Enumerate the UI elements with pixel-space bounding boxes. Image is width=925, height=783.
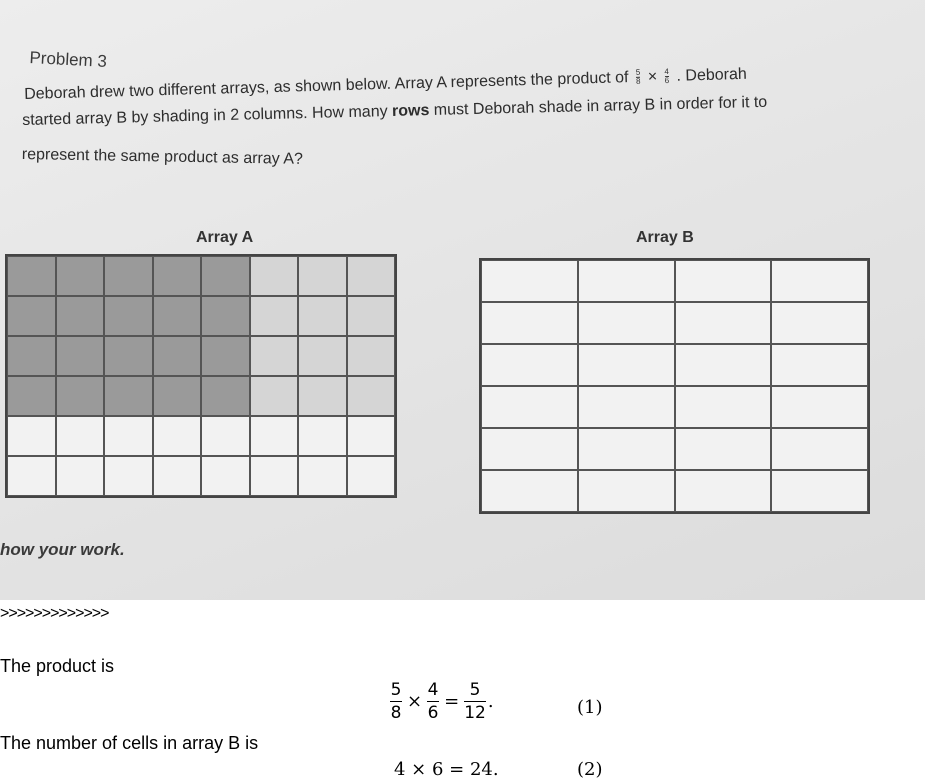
array-a-cell	[56, 416, 105, 456]
array-b-cell	[481, 470, 578, 512]
array-b-cell	[578, 386, 675, 428]
array-a-cell	[201, 376, 250, 416]
array-a-cell	[153, 256, 202, 296]
times-sign: ×	[647, 68, 658, 86]
array-b-cell	[675, 428, 772, 470]
array-b-cell	[578, 344, 675, 386]
question-text-1b: . Deborah	[676, 65, 748, 85]
question-text-2a: started array B by shading in 2 columns. How many	[22, 102, 393, 129]
eq1-fraction-b	[427, 680, 439, 723]
array-a-cell	[201, 416, 250, 456]
array-a-cell	[298, 376, 347, 416]
array-a-cell	[153, 336, 202, 376]
array-b-cell	[771, 302, 868, 344]
array-b-cell	[675, 386, 772, 428]
array-a-cell	[347, 416, 396, 456]
array-a-cell	[250, 336, 299, 376]
array-a-grid	[5, 254, 397, 498]
array-a-cell	[298, 256, 347, 296]
array-a-cell	[201, 296, 250, 336]
array-a-label: Array A	[196, 229, 254, 246]
array-a-cell	[298, 456, 347, 496]
array-a-cell	[153, 376, 202, 416]
array-a-cell	[56, 456, 105, 496]
array-a-cell	[298, 336, 347, 376]
array-a-cell	[104, 416, 153, 456]
frac2-numerator: 4	[664, 67, 670, 77]
eq1-fraction-a	[390, 680, 402, 723]
equation-2-number: (2)	[577, 759, 603, 780]
array-b-cell	[675, 260, 772, 302]
array-a-cell	[153, 456, 202, 496]
frac1-denominator: 8	[635, 77, 641, 87]
array-b-cell	[675, 302, 772, 344]
array-b-cell	[578, 302, 675, 344]
question-text-1a: Deborah drew two different arrays, as shown below. Array A represents the product of	[24, 69, 629, 103]
array-a-cell	[347, 376, 396, 416]
array-a-cell	[250, 296, 299, 336]
array-a-cell	[347, 336, 396, 376]
cells-label: The number of cells in array B is	[0, 733, 259, 753]
question-text-2b: must Deborah shade in array B in order for it to	[429, 93, 768, 120]
arrow-separator: >>>>>>>>>>>>>	[0, 605, 109, 622]
array-a-cell	[298, 296, 347, 336]
question-line-3: represent the same product as array A?	[21, 146, 304, 168]
array-b-cell	[481, 302, 578, 344]
array-a-cell	[104, 256, 153, 296]
eq1-a-numerator: 5	[390, 680, 402, 700]
array-a-cell	[347, 456, 396, 496]
array-a-cell	[347, 256, 396, 296]
array-a-cell	[7, 416, 56, 456]
array-b-cell	[481, 344, 578, 386]
eq1-a-denominator: 8	[390, 703, 402, 723]
array-a-cell	[7, 376, 56, 416]
array-b-grid	[479, 258, 870, 514]
array-b-cell	[578, 470, 675, 512]
array-a-cell	[250, 256, 299, 296]
frac1-numerator: 5	[635, 68, 641, 78]
frac2-denominator: 6	[664, 76, 670, 86]
eq1-period: .	[487, 691, 494, 712]
array-b-cell	[771, 386, 868, 428]
array-a-cell	[7, 256, 56, 296]
array-a-cell	[347, 296, 396, 336]
equation-2: 4 × 6 = 24.	[394, 759, 499, 780]
array-b-cell	[771, 470, 868, 512]
fraction-four-sixths	[664, 68, 669, 85]
array-a-cell	[7, 456, 56, 496]
array-b-cell	[771, 344, 868, 386]
fraction-five-eighths	[636, 69, 641, 86]
array-b-cell	[771, 260, 868, 302]
array-b-cell	[771, 428, 868, 470]
array-a-cell	[153, 296, 202, 336]
array-a-cell	[56, 336, 105, 376]
array-a-cell	[104, 296, 153, 336]
array-a-cell	[250, 456, 299, 496]
array-a-cell	[250, 416, 299, 456]
array-a-cell	[201, 256, 250, 296]
array-b-cell	[481, 260, 578, 302]
array-b-cell	[481, 428, 578, 470]
array-b-cell	[675, 344, 772, 386]
product-label: The product is	[0, 656, 115, 676]
array-b-label: Array B	[636, 229, 694, 246]
array-a-cell	[56, 376, 105, 416]
eq1-times: ×	[407, 691, 423, 712]
array-a-cell	[7, 296, 56, 336]
array-a-cell	[250, 376, 299, 416]
eq1-fraction-c	[464, 680, 486, 723]
array-a-cell	[153, 416, 202, 456]
array-b-cell	[481, 386, 578, 428]
show-work-label: how your work.	[0, 540, 125, 559]
equation-1-number: (1)	[577, 697, 603, 718]
eq1-c-numerator: 5	[469, 680, 481, 700]
array-b-cell	[675, 470, 772, 512]
problem-title: Problem 3	[29, 48, 108, 72]
array-a-cell	[298, 416, 347, 456]
array-b-cell	[578, 260, 675, 302]
array-a-cell	[104, 336, 153, 376]
array-b-cell	[578, 428, 675, 470]
array-a-cell	[201, 336, 250, 376]
equation-1	[388, 680, 494, 723]
array-a-cell	[201, 456, 250, 496]
eq1-b-denominator: 6	[427, 703, 439, 723]
eq1-c-denominator: 12	[464, 703, 486, 723]
eq1-equals: =	[444, 691, 460, 712]
array-a-cell	[56, 296, 105, 336]
question-bold-rows: rows	[391, 102, 430, 120]
array-a-cell	[7, 336, 56, 376]
array-a-cell	[104, 456, 153, 496]
array-a-cell	[56, 256, 105, 296]
eq1-b-numerator: 4	[427, 680, 439, 700]
array-a-cell	[104, 376, 153, 416]
